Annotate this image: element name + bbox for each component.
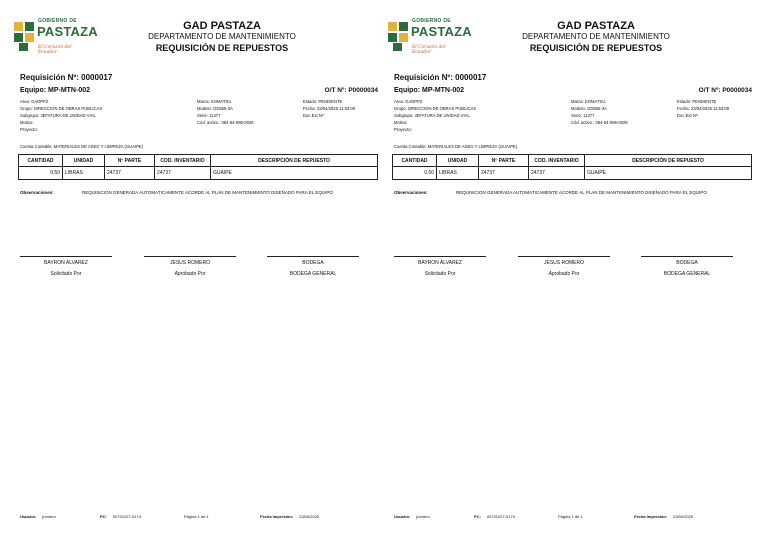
- footer-pagina: Página 1 de 1: [184, 514, 209, 519]
- estado-field: Estado: PENDIENTE: [303, 99, 343, 104]
- table-row: [393, 167, 752, 180]
- modelo-field: Modelo: GD555-3A: [197, 106, 233, 111]
- signature-role: Aprobado Por: [548, 271, 580, 277]
- proyecto-field: Proyecto:: [394, 127, 412, 132]
- proyecto-field: Proyecto:: [20, 127, 38, 132]
- footer-fecha-value: 23/04/2025: [299, 514, 320, 519]
- info-column-3: [303, 98, 355, 119]
- estado-field: Estado: PENDIENTE: [677, 99, 717, 104]
- cod-activo-field: Cód. activo.: 064-64-086-0026: [571, 120, 628, 125]
- cell-parte: 24737: [479, 167, 529, 180]
- footer-pagina: Página 1 de 1: [558, 514, 583, 519]
- signature-name: BODEGA: [676, 260, 698, 266]
- col-header-descripcion: DESCRIPCIÓN DE REPUESTO: [211, 155, 378, 167]
- footer-fecha-label: Fecha Impresión:: [634, 514, 668, 519]
- footer-usuario-value: jromero: [42, 514, 56, 519]
- observaciones-text: REQUISICION GENERADA AUTOMATICAMENTE ACORDE AL PLAN DE MANTENIMIENTO DISEÑADO PARA EL EQUIPO: [456, 190, 707, 195]
- ot-number: O/T Nº: P0000034: [698, 87, 752, 94]
- signature-role: Solicitado Por: [424, 271, 456, 277]
- cuenta-contable: Cuenta Contable: MATERIALES DE ASEO Y LIMPIEZA (GUAIPE): [394, 144, 518, 149]
- area-field: Area: GADPPZ: [20, 99, 49, 104]
- footer-pc: [474, 514, 515, 519]
- serie-field: Serie: 11377: [197, 113, 221, 118]
- table-header-row: [393, 155, 752, 167]
- col-header-unidad: UNIDAD: [437, 155, 479, 167]
- signature-name: BAYRON ALVAREZ: [44, 260, 88, 266]
- logo-gov-text: GOBIERNO DE: [38, 18, 77, 24]
- info-column-1: [394, 98, 476, 133]
- footer-pc-label: PC:: [474, 514, 481, 519]
- info-column-2: [197, 98, 254, 126]
- signature-aprobado: [144, 256, 236, 277]
- pastaza-emblem-icon: [388, 22, 410, 52]
- logo-tagline: El Corazón del Ecuador: [38, 45, 72, 55]
- marca-field: Marca: KOMATSU: [197, 99, 232, 104]
- header-doc-title: REQUISICIÓN DE REPUESTOS: [529, 43, 663, 53]
- cell-parte: 24737: [105, 167, 155, 180]
- footer-usuario-value: jromero: [416, 514, 430, 519]
- signature-line: [267, 256, 359, 258]
- signature-solicitado: [394, 256, 486, 277]
- signature-line: [144, 256, 236, 258]
- header-title: GAD PASTAZA: [557, 20, 635, 32]
- signature-solicitado: [20, 256, 112, 277]
- header-doc-title: REQUISICIÓN DE REPUESTOS: [155, 43, 289, 53]
- signature-line: [641, 256, 733, 258]
- observaciones-text: REQUISICION GENERADA AUTOMATICAMENTE ACORDE AL PLAN DE MANTENIMIENTO DISEÑADO PARA EL EQUIPO: [82, 190, 333, 195]
- footer-usuario-label: Usuario:: [394, 514, 411, 519]
- signature-line: [20, 256, 112, 258]
- table-header-row: [19, 155, 378, 167]
- col-header-parte: Nº PARTE: [105, 155, 155, 167]
- signature-name: BAYRON ALVAREZ: [418, 260, 462, 266]
- cell-unidad: LIBRAS: [437, 167, 479, 180]
- fecha-field: Fecha: 23/04/2025 11:53:09: [677, 106, 730, 111]
- requisition-copy-right: [386, 0, 756, 543]
- signature-role: BODEGA GENERAL: [289, 271, 337, 277]
- footer-pc: [100, 514, 141, 519]
- doc-ext-field: Doc.Ext Nº:: [303, 113, 325, 118]
- area-field: Area: GADPPZ: [394, 99, 423, 104]
- cell-cantidad: 0.50: [19, 167, 63, 180]
- equipo-code: Equipo: MP-MTN-002: [394, 87, 464, 94]
- signature-role: Aprobado Por: [174, 271, 206, 277]
- ot-number: O/T Nº: P0000034: [324, 87, 378, 94]
- info-column-1: [20, 98, 102, 133]
- footer-usuario: [20, 514, 56, 519]
- info-column-2: [571, 98, 628, 126]
- logo-brand-text: PASTAZA: [411, 24, 472, 39]
- pastaza-logo: [388, 18, 472, 60]
- col-header-cantidad: CANTIDAD: [393, 155, 437, 167]
- cell-unidad: LIBRAS: [63, 167, 105, 180]
- footer-fecha-value: 23/04/2025: [673, 514, 694, 519]
- header-department: DEPARTAMENTO DE MANTENIMIENTO: [522, 32, 670, 41]
- items-table: [18, 154, 378, 180]
- logo-brand-text: PASTAZA: [37, 24, 98, 39]
- footer-usuario-label: Usuario:: [20, 514, 37, 519]
- signature-line: [518, 256, 610, 258]
- signature-name: JESUS ROMERO: [543, 260, 584, 266]
- subgrupo-field: Subgrupo: JEFATURA DE UNIDAD VIAL: [20, 113, 96, 118]
- signature-name: JESUS ROMERO: [169, 260, 210, 266]
- cell-inventario: 24737: [529, 167, 585, 180]
- observaciones-label: Observaciones:: [20, 190, 54, 195]
- doc-ext-field: Doc.Ext Nº:: [677, 113, 699, 118]
- equipo-code: Equipo: MP-MTN-002: [20, 87, 90, 94]
- serie-field: Serie: 11377: [571, 113, 595, 118]
- subgrupo-field: Subgrupo: JEFATURA DE UNIDAD VIAL: [394, 113, 470, 118]
- grupo-field: Grupo: DIRECCION DE OBRAS PUBLICAS: [20, 106, 103, 111]
- footer-fecha: [260, 514, 319, 519]
- modelo-field: Modelo: GD555-3A: [571, 106, 607, 111]
- requisition-copy-left: [12, 0, 382, 543]
- col-header-descripcion: DESCRIPCIÓN DE REPUESTO: [585, 155, 752, 167]
- pastaza-emblem-icon: [14, 22, 36, 52]
- pastaza-logo: [14, 18, 98, 60]
- marca-field: Marca: KOMATSU: [571, 99, 606, 104]
- fecha-field: Fecha: 23/04/2025 11:53:09: [303, 106, 356, 111]
- footer-pc-value: 00701027-0174: [486, 514, 515, 519]
- items-table: [392, 154, 752, 180]
- grupo-field: Grupo: DIRECCION DE OBRAS PUBLICAS: [394, 106, 477, 111]
- col-header-inventario: COD. INVENTARIO: [529, 155, 585, 167]
- signature-role: BODEGA GENERAL: [663, 271, 711, 277]
- table-row: [19, 167, 378, 180]
- signature-role: Solicitado Por: [50, 271, 82, 277]
- col-header-inventario: COD. INVENTARIO: [155, 155, 211, 167]
- footer-usuario: [394, 514, 430, 519]
- requisition-number: Requisición Nº: 0000017: [394, 73, 487, 82]
- logo-gov-text: GOBIERNO DE: [412, 18, 451, 24]
- logo-tagline: El Corazón del Ecuador: [412, 45, 446, 55]
- signature-aprobado: [518, 256, 610, 277]
- signature-name: BODEGA: [302, 260, 324, 266]
- cell-descripcion: GUAIPE: [585, 167, 752, 180]
- header-department: DEPARTAMENTO DE MANTENIMIENTO: [148, 32, 296, 41]
- cuenta-contable: Cuenta Contable: MATERIALES DE ASEO Y LIMPIEZA (GUAIPE): [20, 144, 144, 149]
- signature-bodega: [267, 256, 359, 277]
- info-column-3: [677, 98, 729, 119]
- footer-fecha-label: Fecha Impresión:: [260, 514, 294, 519]
- col-header-parte: Nº PARTE: [479, 155, 529, 167]
- motivo-field: Motivo:: [20, 120, 34, 125]
- requisition-number: Requisición Nº: 0000017: [20, 73, 113, 82]
- header-title: GAD PASTAZA: [183, 20, 261, 32]
- cod-activo-field: Cód. activo.: 064-64-086-0026: [197, 120, 254, 125]
- footer-pc-label: PC:: [100, 514, 107, 519]
- cell-cantidad: 0.50: [393, 167, 437, 180]
- cell-inventario: 24737: [155, 167, 211, 180]
- footer-fecha: [634, 514, 693, 519]
- observaciones-label: Observaciones:: [394, 190, 428, 195]
- motivo-field: Motivo:: [394, 120, 408, 125]
- col-header-cantidad: CANTIDAD: [19, 155, 63, 167]
- col-header-unidad: UNIDAD: [63, 155, 105, 167]
- signature-bodega: [641, 256, 733, 277]
- signature-line: [394, 256, 486, 258]
- cell-descripcion: GUAIPE: [211, 167, 378, 180]
- footer-pc-value: 00701027-0174: [112, 514, 141, 519]
